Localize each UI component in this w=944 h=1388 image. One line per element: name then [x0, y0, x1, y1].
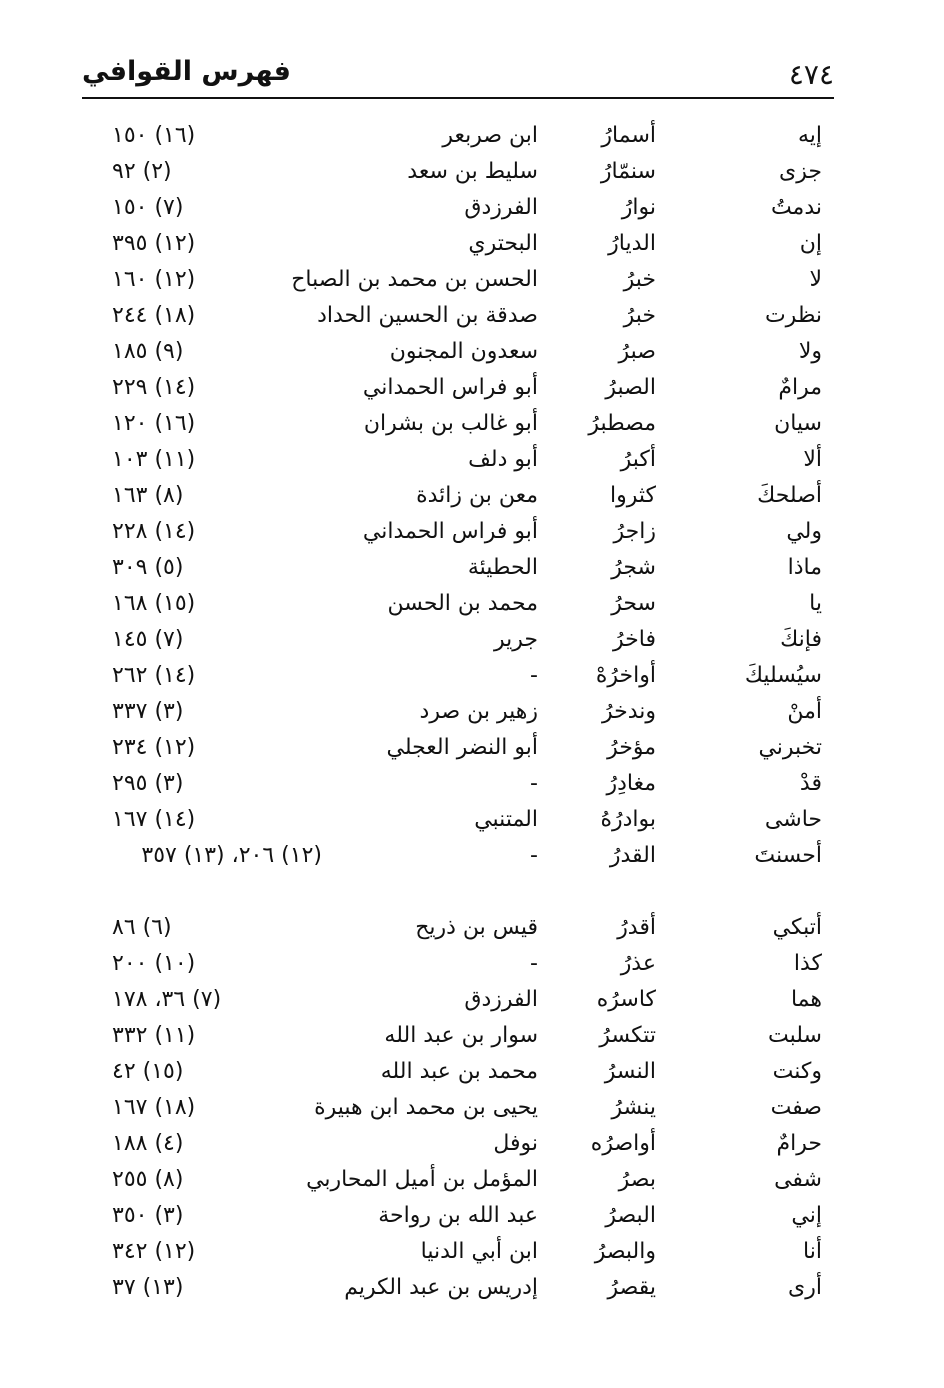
rhyme-word: أواصرُه	[590, 1131, 656, 1156]
verse-opening-word: قدْ	[799, 771, 822, 796]
page-reference: (٤) ١٨٨	[112, 1131, 184, 1156]
verse-opening-word: مرامٌ	[778, 375, 822, 400]
rhyme-word: زاجرُ	[613, 519, 656, 544]
verse-opening-word: هما	[790, 987, 822, 1012]
rhyme-word: أقدرُ	[617, 915, 656, 940]
index-row	[82, 730, 834, 766]
index-row	[82, 910, 834, 946]
poet-name: -	[530, 843, 538, 868]
rhyme-word: مؤخرُ	[607, 735, 656, 760]
poet-name: أبو غالب بن بشران	[363, 411, 538, 436]
page-reference: (١٥) ٤٢	[112, 1059, 184, 1084]
verse-opening-word: ألا	[803, 447, 822, 472]
index-row	[82, 514, 834, 550]
verse-opening-word: لا	[809, 267, 822, 292]
header-rule	[82, 97, 834, 99]
index-row	[82, 1126, 834, 1162]
index-row	[82, 766, 834, 802]
rhyme-word: النسرُ	[604, 1059, 656, 1084]
verse-opening-word: ندمتُ	[770, 195, 822, 220]
index-row	[82, 1054, 834, 1090]
page-reference: (١١) ٣٣٢	[112, 1023, 196, 1048]
poet-name: نوفل	[493, 1131, 538, 1156]
verse-opening-word: سلبت	[768, 1023, 822, 1048]
verse-opening-word: حاشى	[764, 807, 822, 832]
rhyme-word: أسمارُ	[601, 123, 656, 148]
poet-name: معن بن زائدة	[416, 483, 538, 508]
verse-opening-word: يا	[809, 591, 822, 616]
rhyme-word: أواخرُهْ	[595, 663, 656, 688]
page-reference: (١٤) ٢٢٩	[112, 375, 196, 400]
verse-opening-word: سيان	[774, 411, 822, 436]
page-reference: (٧) ٣٦، ١٧٨	[112, 987, 222, 1012]
rhyme-word: مصطبرُ	[588, 411, 656, 436]
index-row	[82, 478, 834, 514]
rhyme-word: سحرُ	[611, 591, 656, 616]
page-reference: (١٠) ٢٠٠	[112, 951, 196, 976]
page-reference: (١٨) ٢٤٤	[112, 303, 196, 328]
verse-opening-word: إن	[799, 231, 822, 256]
rhyme-word: بصرُ	[618, 1167, 656, 1192]
index-row	[82, 1162, 834, 1198]
rhyme-word: الصبرُ	[605, 375, 656, 400]
page-reference: (٨) ١٦٣	[112, 483, 184, 508]
index-row	[82, 190, 834, 226]
page-reference: (٦) ٨٦	[112, 915, 172, 940]
page-reference: (١٢) ٢٣٤	[112, 735, 196, 760]
index-row	[82, 982, 834, 1018]
verse-opening-word: ماذا	[787, 555, 822, 580]
page-reference: (٣) ٣٥٠	[112, 1203, 184, 1228]
verse-opening-word: إيه	[797, 123, 822, 148]
poet-name: المؤمل بن أميل المحاربي	[306, 1167, 538, 1192]
index-row	[82, 406, 834, 442]
verse-opening-word: أحسنتَ	[754, 843, 822, 868]
index-row	[82, 946, 834, 982]
index-row	[82, 334, 834, 370]
index-row	[82, 550, 834, 586]
rhyme-word: تتكسرُ	[599, 1023, 656, 1048]
page-reference: (١٢) ٣٤٢	[112, 1239, 196, 1264]
page-reference: (١٢) ١٦٠	[112, 267, 196, 292]
rhyme-word: مغادِرُ	[606, 771, 656, 796]
rhyme-word: بوادرُهُ	[600, 807, 656, 832]
verse-opening-word: سيُسليكَ	[744, 663, 822, 688]
page-reference: (٨) ٢٥٥	[112, 1167, 184, 1192]
page-reference: (١٢) ٣٩٥	[112, 231, 196, 256]
poet-name: ابن صربعر	[442, 123, 538, 148]
index-row	[82, 154, 834, 190]
verse-opening-word: نظرت	[764, 303, 822, 328]
poet-name: سوار بن عبد الله	[384, 1023, 538, 1048]
index-row	[82, 1090, 834, 1126]
index-row	[82, 1270, 834, 1306]
rhyme-word: صبرُ	[618, 339, 656, 364]
poet-name: المتنبي	[474, 807, 538, 832]
index-row	[82, 838, 834, 910]
rhyme-word: يقصرُ	[607, 1275, 656, 1300]
poet-name: محمد بن عبد الله	[380, 1059, 538, 1084]
page-reference: (١٣) ٣٧	[112, 1275, 184, 1300]
index-row	[82, 370, 834, 406]
poet-name: -	[530, 663, 538, 688]
rhyme-word: كاسرُه	[596, 987, 656, 1012]
poet-name: محمد بن الحسن	[387, 591, 538, 616]
page-reference: (١١) ١٠٣	[112, 447, 196, 472]
index-row	[82, 622, 834, 658]
rhyme-word: وندخرُ	[601, 699, 656, 724]
page-header	[82, 52, 834, 94]
page-reference: (١٤) ٢٦٢	[112, 663, 196, 688]
verse-opening-word: أنا	[803, 1239, 822, 1264]
verse-opening-word: ولي	[786, 519, 822, 544]
rhyme-word: البصرُ	[605, 1203, 656, 1228]
poet-name: الفرزدق	[464, 195, 538, 220]
poet-name: الحطيئة	[467, 555, 538, 580]
verse-opening-word: كذا	[793, 951, 822, 976]
poet-name: أبو فراس الحمداني	[362, 519, 538, 544]
poet-name: أبو دلف	[468, 447, 538, 472]
rhyme-word: سنمّارُ	[600, 159, 656, 184]
page-reference: (١٦) ١٥٠	[112, 123, 196, 148]
rhyme-word: والبصرُ	[594, 1239, 656, 1264]
page-reference: (٩) ١٨٥	[112, 339, 184, 364]
index-row	[82, 442, 834, 478]
poet-name: جرير	[494, 627, 538, 652]
index-row	[82, 694, 834, 730]
page-reference: (١٨) ١٦٧	[112, 1095, 196, 1120]
verse-opening-word: أصلحكَ	[757, 483, 822, 508]
poet-name: أبو النضر العجلي	[386, 735, 538, 760]
poet-name: أبو فراس الحمداني	[362, 375, 538, 400]
page-reference: (١٢) ٢٠٦، (١٣) ٣٥٧	[141, 843, 322, 868]
verse-opening-word: وكنت	[772, 1059, 822, 1084]
index-row	[82, 298, 834, 334]
rhyme-word: كثروا	[610, 483, 656, 508]
index-row	[82, 586, 834, 622]
rhyme-word: فاخرُ	[613, 627, 656, 652]
verse-opening-word: إني	[791, 1203, 822, 1228]
rhyme-word: ينشرُ	[611, 1095, 656, 1120]
poet-name: يحيى بن محمد ابن هبيرة	[314, 1095, 538, 1120]
rhyme-word: عذرُ	[620, 951, 656, 976]
poet-name: صدقة بن الحسين الحداد	[317, 303, 538, 328]
page-reference: (٥) ٣٠٩	[112, 555, 184, 580]
index-row	[82, 226, 834, 262]
verse-opening-word: حرامٌ	[776, 1131, 822, 1156]
rhyme-index-table	[82, 118, 834, 1306]
rhyme-word: شجرُ	[611, 555, 656, 580]
poet-name: سعدون المجنون	[389, 339, 538, 364]
page-reference: (٣) ٢٩٥	[112, 771, 184, 796]
poet-name: البحتري	[468, 231, 538, 256]
poet-name: -	[530, 951, 538, 976]
verse-opening-word: جزى	[779, 159, 822, 184]
index-row	[82, 1234, 834, 1270]
verse-opening-word: ولا	[798, 339, 822, 364]
verse-opening-word: فإنكَ	[780, 627, 822, 652]
verse-opening-word: أرى	[788, 1275, 822, 1300]
page-reference: (١٦) ١٢٠	[112, 411, 196, 436]
verse-opening-word: شفى	[774, 1167, 822, 1192]
verse-opening-word: أتبكي	[772, 915, 822, 940]
page-reference: (١٤) ٢٢٨	[112, 519, 196, 544]
page-reference: (١٤) ١٦٧	[112, 807, 196, 832]
page-reference: (٢) ٩٢	[112, 159, 172, 184]
index-row	[82, 802, 834, 838]
index-row	[82, 1198, 834, 1234]
poet-name: ابن أبي الدنيا	[420, 1239, 538, 1264]
index-row	[82, 1018, 834, 1054]
poet-name: -	[530, 771, 538, 796]
poet-name: الحسن بن محمد بن الصباح	[291, 267, 538, 292]
page-reference: (١٥) ١٦٨	[112, 591, 196, 616]
poet-name: زهير بن صرد	[419, 699, 538, 724]
running-title: فهرس القوافي	[82, 56, 291, 87]
page-reference: (٧) ١٤٥	[112, 627, 184, 652]
rhyme-word: أكبرُ	[620, 447, 656, 472]
index-row	[82, 658, 834, 694]
rhyme-word: القدرُ	[609, 843, 656, 868]
verse-opening-word: أمنْ	[787, 699, 822, 724]
rhyme-word: نوارُ	[621, 195, 656, 220]
page-reference: (٣) ٣٣٧	[112, 699, 184, 724]
poet-name: عبد الله بن رواحة	[378, 1203, 538, 1228]
poet-name: قيس بن ذريح	[415, 915, 538, 940]
page-reference: (٧) ١٥٠	[112, 195, 184, 220]
rhyme-word: خبرُ	[623, 303, 656, 328]
poet-name: الفرزدق	[464, 987, 538, 1012]
verse-opening-word: تخبرني	[758, 735, 822, 760]
page-number: ٤٧٤	[788, 58, 834, 91]
rhyme-word: الديارُ	[608, 231, 656, 256]
index-row	[82, 118, 834, 154]
poet-name: سليط بن سعد	[407, 159, 538, 184]
verse-opening-word: صفت	[770, 1095, 822, 1120]
index-row	[82, 262, 834, 298]
rhyme-word: خبرُ	[623, 267, 656, 292]
poet-name: إدريس بن عبد الكريم	[344, 1275, 538, 1300]
